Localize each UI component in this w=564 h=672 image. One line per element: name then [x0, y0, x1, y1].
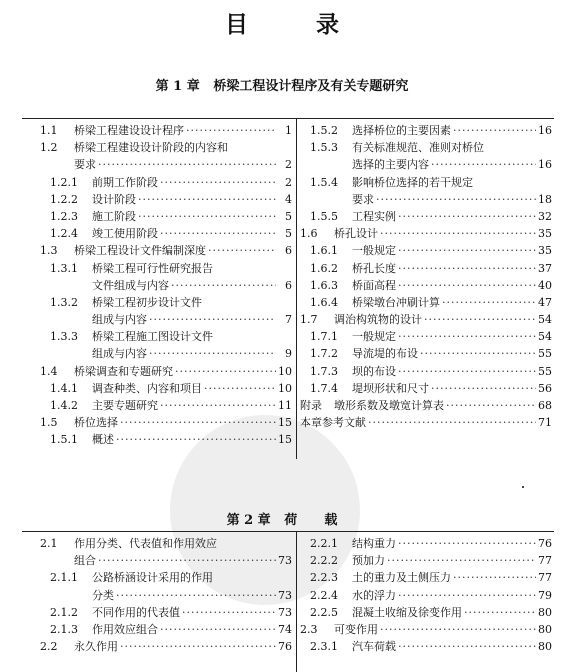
toc-entry	[40, 363, 292, 380]
toc-entry-title: 要求	[352, 192, 374, 206]
chapter-2-rule	[22, 531, 554, 532]
page-title: 目 录	[224, 11, 369, 38]
toc-entry-page: 6	[285, 244, 292, 258]
toc-entry	[300, 139, 552, 156]
toc-entry-title: 桥梁工程初步设计文件	[92, 295, 202, 309]
toc-entry	[40, 174, 292, 191]
toc-leader-dots	[160, 174, 276, 191]
toc-entry	[300, 535, 552, 552]
toc-entry	[40, 380, 292, 397]
toc-entry-number: 1.5.1	[50, 433, 78, 447]
toc-leader-dots	[464, 604, 536, 621]
toc-entry-page: 74	[278, 622, 292, 636]
toc-entry	[40, 294, 292, 311]
toc-entry-number: 2.1.3	[50, 622, 78, 636]
toc-entry-page: 15	[278, 433, 292, 447]
toc-leader-dots	[120, 638, 276, 655]
toc-entry	[300, 414, 552, 431]
toc-entry	[300, 122, 552, 139]
toc-leader-dots	[398, 260, 536, 277]
chapter-2-left-column	[40, 535, 292, 655]
toc-entry	[300, 156, 552, 173]
chapter-2-right-column	[300, 535, 552, 655]
toc-entry	[40, 621, 292, 638]
toc-entry-page: 54	[538, 313, 552, 327]
toc-leader-dots	[204, 380, 276, 397]
stray-mark	[522, 486, 524, 488]
toc-entry	[300, 397, 552, 414]
toc-entry-number: 1.7	[300, 313, 318, 327]
toc-entry-title: 文件组成与内容	[92, 278, 169, 292]
toc-entry	[40, 587, 292, 604]
toc-entry-title: 水的浮力	[352, 588, 396, 602]
toc-leader-dots	[453, 122, 536, 139]
toc-entry-title: 桥位选择	[74, 416, 118, 430]
toc-entry-page: 7	[285, 313, 292, 327]
toc-leader-dots	[149, 345, 276, 362]
toc-leader-dots	[431, 380, 536, 397]
toc-entry-title: 不同作用的代表值	[92, 605, 180, 619]
toc-entry-title: 导流堤的布设	[352, 347, 418, 361]
toc-entry-title: 组成与内容	[92, 313, 147, 327]
chapter-1-right-column	[300, 122, 552, 431]
toc-leader-dots	[149, 311, 276, 328]
toc-entry-title: 施工阶段	[92, 209, 136, 223]
toc-entry-number: 1.5.4	[310, 175, 338, 189]
toc-leader-dots	[453, 569, 536, 586]
toc-entry	[40, 604, 292, 621]
toc-entry-page: 35	[538, 244, 552, 258]
toc-entry-page: 68	[538, 399, 552, 412]
chapter-1-column-divider	[296, 119, 297, 459]
toc-entry-page: 15	[278, 416, 292, 430]
chapter-1-left-column	[40, 122, 292, 449]
toc-entry	[40, 569, 292, 586]
toc-entry	[300, 311, 552, 328]
toc-entry-number: 1.7.2	[310, 347, 338, 361]
toc-entry	[300, 345, 552, 362]
toc-entry-number: 1.5	[40, 416, 58, 430]
toc-entry-page: 73	[278, 605, 292, 619]
toc-entry	[300, 277, 552, 294]
toc-leader-dots	[175, 363, 276, 380]
toc-entry-number: 1.7.4	[310, 381, 338, 395]
toc-entry	[40, 191, 292, 208]
toc-leader-dots	[138, 191, 276, 208]
toc-entry	[300, 294, 552, 311]
toc-entry-page: 32	[538, 209, 552, 223]
toc-entry-title: 墩形系数及墩宽计算表	[334, 399, 444, 412]
toc-leader-dots	[98, 156, 276, 173]
toc-entry-number: 2.3	[300, 622, 318, 636]
toc-entry-number: 2.2.2	[310, 554, 338, 568]
toc-entry	[40, 122, 292, 139]
toc-leader-dots	[398, 208, 536, 225]
toc-entry	[40, 414, 292, 431]
toc-entry-page: 10	[278, 364, 292, 378]
toc-entry-page: 40	[538, 278, 552, 292]
toc-entry-page: 73	[278, 588, 292, 602]
toc-entry-number: 1.6.2	[310, 261, 338, 275]
toc-entry-title: 作用效应组合	[92, 622, 158, 636]
toc-entry-page: 54	[538, 330, 552, 344]
toc-entry	[300, 587, 552, 604]
toc-entry-title: 工程实例	[352, 209, 396, 223]
toc-entry-title: 主要专题研究	[92, 399, 158, 412]
toc-entry	[300, 208, 552, 225]
toc-entry-title: 一般规定	[352, 330, 396, 344]
toc-entry-number: 1.6	[300, 227, 318, 241]
toc-entry	[40, 208, 292, 225]
toc-leader-dots	[398, 638, 536, 655]
toc-entry	[40, 225, 292, 242]
toc-entry-page: 71	[538, 416, 552, 430]
toc-leader-dots	[376, 191, 536, 208]
toc-leader-dots	[116, 587, 276, 604]
toc-entry-title: 汽车荷载	[352, 640, 396, 654]
toc-entry-title: 桥梁工程施工图设计文件	[92, 330, 213, 344]
toc-leader-dots	[398, 277, 536, 294]
toc-entry	[300, 552, 552, 569]
toc-entry-page: 80	[538, 622, 552, 636]
toc-entry-number: 1.5.2	[310, 124, 338, 137]
toc-entry-page: 76	[278, 640, 292, 654]
toc-leader-dots	[160, 397, 276, 414]
toc-entry-number: 1.5.3	[310, 141, 338, 155]
toc-entry-page: 76	[538, 537, 552, 550]
toc-leader-dots	[182, 604, 276, 621]
toc-entry-number: 1.4	[40, 364, 58, 378]
toc-entry-number: 2.2	[40, 640, 58, 654]
toc-entry-title: 一般规定	[352, 244, 396, 258]
toc-entry-page: 5	[285, 227, 292, 241]
toc-entry-page: 77	[538, 554, 552, 568]
chapter-2-heading: 第 2 章 荷 载	[226, 513, 338, 528]
toc-entry	[300, 260, 552, 277]
toc-entry-title: 桥梁调查和专题研究	[74, 364, 173, 378]
toc-entry-page: 80	[538, 605, 552, 619]
toc-entry-title: 影响桥位选择的若干规定	[352, 175, 473, 189]
toc-entry-title: 结构重力	[352, 537, 396, 550]
toc-leader-dots	[424, 311, 536, 328]
toc-entry	[300, 380, 552, 397]
toc-entry-page: 56	[538, 381, 552, 395]
toc-entry-title: 有关标准规范、准则对桥位	[352, 141, 484, 155]
toc-entry-title: 本章参考文献	[300, 416, 366, 430]
toc-entry-number: 1.2.1	[50, 175, 78, 189]
toc-entry-title: 桥梁墩台冲刷计算	[352, 295, 440, 309]
toc-entry-title: 选择桥位的主要因素	[352, 124, 451, 137]
toc-entry-number: 2.1.2	[50, 605, 78, 619]
toc-entry	[300, 191, 552, 208]
toc-entry-number: 1.3	[40, 244, 58, 258]
toc-entry	[300, 621, 552, 638]
toc-entry-title: 组合	[74, 554, 96, 568]
toc-entry	[300, 363, 552, 380]
toc-entry-number: 1.7.1	[310, 330, 338, 344]
toc-leader-dots	[160, 225, 276, 242]
toc-entry-number: 1.2.2	[50, 192, 78, 206]
toc-entry-page: 10	[278, 381, 292, 395]
toc-entry	[40, 431, 292, 448]
toc-entry-number: 1.4.2	[50, 399, 78, 412]
toc-entry-title: 永久作用	[74, 640, 118, 654]
toc-leader-dots	[398, 363, 536, 380]
toc-entry-title: 桥梁工程可行性研究报告	[92, 261, 213, 275]
toc-entry-number: 2.1.1	[50, 571, 78, 585]
toc-entry-title: 公路桥涵设计采用的作用	[92, 571, 213, 585]
toc-entry	[300, 604, 552, 621]
toc-entry-page: 1	[285, 124, 292, 137]
toc-entry-page: 73	[278, 554, 292, 568]
toc-entry	[300, 638, 552, 655]
toc-leader-dots	[208, 242, 276, 259]
toc-entry	[300, 328, 552, 345]
toc-entry-title: 堤坝形状和尺寸	[352, 381, 429, 395]
toc-entry-number: 1.5.5	[310, 209, 338, 223]
toc-entry-title: 分类	[92, 588, 114, 602]
toc-entry	[40, 156, 292, 173]
toc-leader-dots	[380, 621, 536, 638]
toc-leader-dots	[398, 587, 536, 604]
toc-entry-page: 16	[538, 158, 552, 172]
toc-entry-title: 选择的主要内容	[352, 158, 429, 172]
toc-entry	[40, 397, 292, 414]
toc-entry	[40, 638, 292, 655]
chapter-1-heading: 第 1 章 桥梁工程设计程序及有关专题研究	[155, 79, 409, 94]
toc-entry-page: 79	[538, 588, 552, 602]
toc-entry-title: 概述	[92, 433, 114, 447]
toc-entry-number: 1.3.3	[50, 330, 78, 344]
toc-entry-number: 1.6.4	[310, 295, 338, 309]
chapter-1-rule	[22, 118, 554, 119]
toc-entry-page: 4	[285, 192, 292, 206]
toc-entry	[300, 174, 552, 191]
toc-entry-title: 桥梁工程设计文件编制深度	[74, 244, 206, 258]
toc-entry-page: 47	[538, 295, 552, 309]
toc-entry-page: 55	[538, 364, 552, 378]
toc-entry-number: 1.1	[40, 124, 58, 137]
toc-leader-dots	[138, 208, 276, 225]
toc-entry	[300, 225, 552, 242]
toc-entry-title: 坝的布设	[352, 364, 396, 378]
toc-entry-number: 1.2.4	[50, 227, 78, 241]
toc-leader-dots	[160, 621, 276, 638]
toc-entry-title: 组成与内容	[92, 347, 147, 361]
toc-entry-title: 前期工作阶段	[92, 175, 158, 189]
toc-entry-page: 2	[285, 175, 292, 189]
toc-entry-title: 调治构筑物的设计	[334, 313, 422, 327]
toc-entry	[40, 552, 292, 569]
toc-leader-dots	[116, 431, 276, 448]
toc-entry	[40, 535, 292, 552]
toc-entry-number: 附录	[300, 399, 322, 412]
toc-entry-title: 要求	[74, 158, 96, 172]
toc-entry-page: 2	[285, 158, 292, 172]
toc-leader-dots	[398, 328, 536, 345]
toc-entry-page: 5	[285, 209, 292, 223]
toc-leader-dots	[442, 294, 536, 311]
toc-entry	[40, 139, 292, 156]
toc-entry-number: 1.6.3	[310, 278, 338, 292]
toc-entry	[40, 345, 292, 362]
toc-entry	[300, 569, 552, 586]
toc-entry-page: 11	[278, 399, 292, 412]
toc-entry-title: 混凝土收缩及徐变作用	[352, 605, 462, 619]
toc-entry-page: 18	[538, 192, 552, 206]
toc-entry-page: 55	[538, 347, 552, 361]
toc-entry-page: 77	[538, 571, 552, 585]
toc-entry-number: 1.7.3	[310, 364, 338, 378]
toc-entry	[40, 311, 292, 328]
toc-entry-number: 1.6.1	[310, 244, 338, 258]
toc-entry-number: 1.2.3	[50, 209, 78, 223]
toc-entry-number: 2.2.4	[310, 588, 338, 602]
toc-entry-title: 桥孔长度	[352, 261, 396, 275]
toc-entry-title: 桥梁工程建设设计程序	[74, 124, 184, 137]
toc-leader-dots	[446, 397, 536, 414]
toc-entry-title: 设计阶段	[92, 192, 136, 206]
toc-entry-number: 1.2	[40, 141, 58, 155]
toc-leader-dots	[380, 225, 536, 242]
toc-leader-dots	[431, 156, 536, 173]
toc-leader-dots	[186, 122, 276, 139]
toc-entry-page: 35	[538, 227, 552, 241]
toc-entry-page: 80	[538, 640, 552, 654]
toc-leader-dots	[171, 277, 276, 294]
toc-leader-dots	[120, 414, 276, 431]
toc-leader-dots	[368, 414, 536, 431]
toc-leader-dots	[398, 535, 536, 552]
toc-entry-page: 37	[538, 261, 552, 275]
toc-entry-title: 调查种类、内容和项目	[92, 381, 202, 395]
toc-entry-title: 桥孔设计	[334, 227, 378, 241]
toc-entry	[300, 242, 552, 259]
toc-entry-number: 2.1	[40, 537, 58, 550]
toc-entry-number: 2.2.1	[310, 537, 338, 550]
toc-entry-page: 6	[285, 278, 292, 292]
toc-entry-number: 2.2.3	[310, 571, 338, 585]
toc-entry-number: 2.3.1	[310, 640, 338, 654]
toc-entry-title: 桥面高程	[352, 278, 396, 292]
toc-entry-title: 可变作用	[334, 622, 378, 636]
toc-entry-number: 1.3.1	[50, 261, 78, 275]
toc-leader-dots	[387, 552, 536, 569]
toc-entry	[40, 328, 292, 345]
toc-entry	[40, 260, 292, 277]
toc-entry-title: 竣工使用阶段	[92, 227, 158, 241]
toc-entry-title: 桥梁工程建设设计阶段的内容和	[74, 141, 228, 155]
toc-entry	[40, 242, 292, 259]
toc-entry-page: 16	[538, 124, 552, 137]
toc-entry-number: 1.4.1	[50, 381, 78, 395]
chapter-2-column-divider	[296, 532, 297, 672]
toc-entry-title: 土的重力及土侧压力	[352, 571, 451, 585]
toc-leader-dots	[98, 552, 276, 569]
toc-entry-number: 1.3.2	[50, 295, 78, 309]
toc-entry-title: 预加力	[352, 554, 385, 568]
toc-leader-dots	[398, 242, 536, 259]
toc-entry-page: 9	[285, 347, 292, 361]
toc-leader-dots	[420, 345, 536, 362]
toc-entry-title: 作用分类、代表值和作用效应	[74, 537, 217, 550]
toc-entry	[40, 277, 292, 294]
toc-entry-number: 2.2.5	[310, 605, 338, 619]
